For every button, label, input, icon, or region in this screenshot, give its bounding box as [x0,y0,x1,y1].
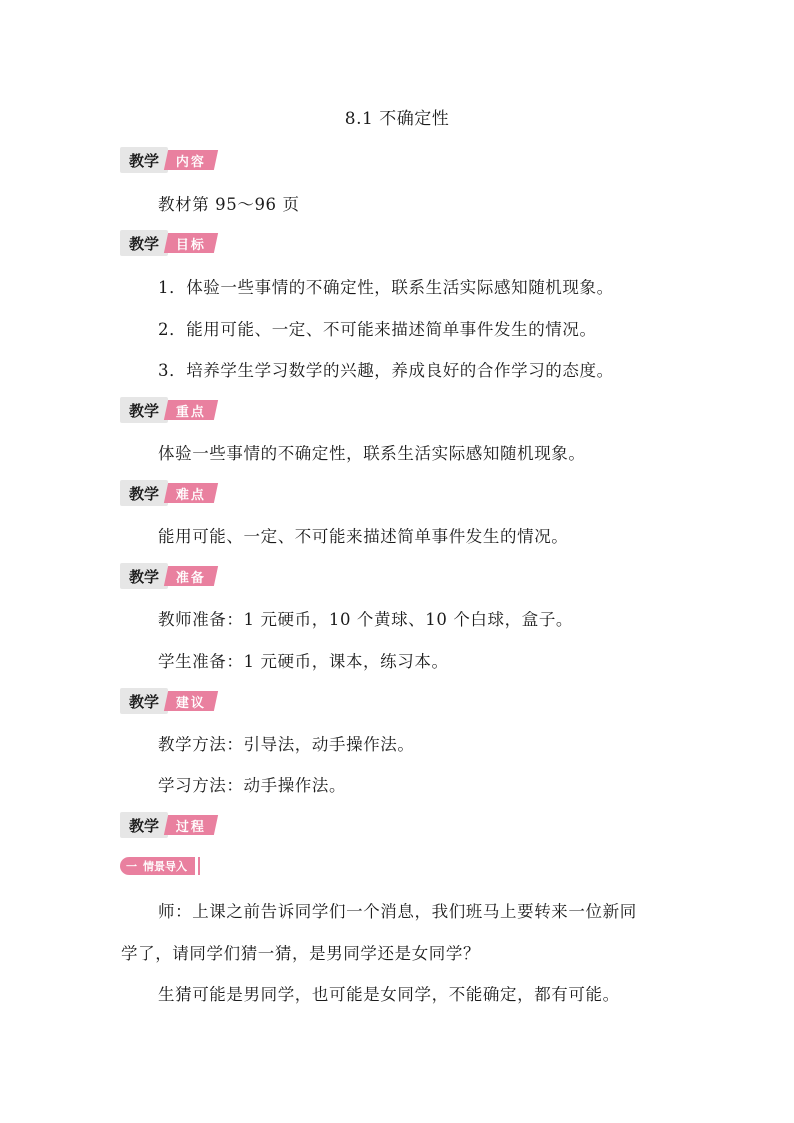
heading-tag: 过程 [164,815,218,835]
heading-process [120,810,216,840]
heading-preparation [120,561,216,591]
goal-item: 1．体验一些事情的不确定性，联系生活实际感知随机现象。 [158,278,614,297]
section-bar [198,857,200,875]
section-title: 情景导入 [143,860,187,873]
heading-tag: 目标 [164,233,218,253]
heading-key: 教学 [120,230,168,256]
heading-difficulty [120,478,216,508]
content-text: 教材第 95～96 页 [158,195,300,214]
section-label-intro [120,856,200,876]
heading-key: 教学 [120,563,168,589]
heading-tag: 难点 [164,483,218,503]
page-title: 8.1 不确定性 [344,109,450,129]
heading-content [120,145,216,175]
difficulty-text: 能用可能、一定、不可能来描述简单事件发生的情况。 [158,527,569,546]
section-number: 一 [126,860,137,873]
heading-key: 教学 [120,688,168,714]
paragraph-line: 师：上课之前告诉同学们一个消息，我们班马上要转来一位新同 [158,902,637,921]
heading-tag: 内容 [164,150,218,170]
heading-key: 教学 [120,147,168,173]
heading-key-point [120,395,216,425]
section-pill [120,857,195,875]
goal-item: 3．培养学生学习数学的兴趣，养成良好的合作学习的态度。 [158,361,614,380]
suggestion-item: 学习方法：动手操作法。 [158,776,347,795]
heading-tag: 建议 [164,691,218,711]
preparation-item: 学生准备：1 元硬币，课本，练习本。 [158,652,449,671]
heading-goals [120,228,216,258]
paragraph-line: 生猜可能是男同学，也可能是女同学，不能确定，都有可能。 [158,985,620,1004]
suggestion-item: 教学方法：引导法，动手操作法。 [158,735,415,754]
goal-item: 2．能用可能、一定、不可能来描述简单事件发生的情况。 [158,320,597,339]
heading-suggestion [120,686,216,716]
heading-key: 教学 [120,397,168,423]
preparation-item: 教师准备：1 元硬币，10 个黄球、10 个白球，盒子。 [158,610,574,629]
heading-key: 教学 [120,480,168,506]
heading-tag: 准备 [164,566,218,586]
heading-key: 教学 [120,812,168,838]
paragraph-line: 学了，请同学们猜一猜，是男同学还是女同学？ [121,944,481,963]
heading-tag: 重点 [164,400,218,420]
key-point-text: 体验一些事情的不确定性，联系生活实际感知随机现象。 [158,444,586,463]
